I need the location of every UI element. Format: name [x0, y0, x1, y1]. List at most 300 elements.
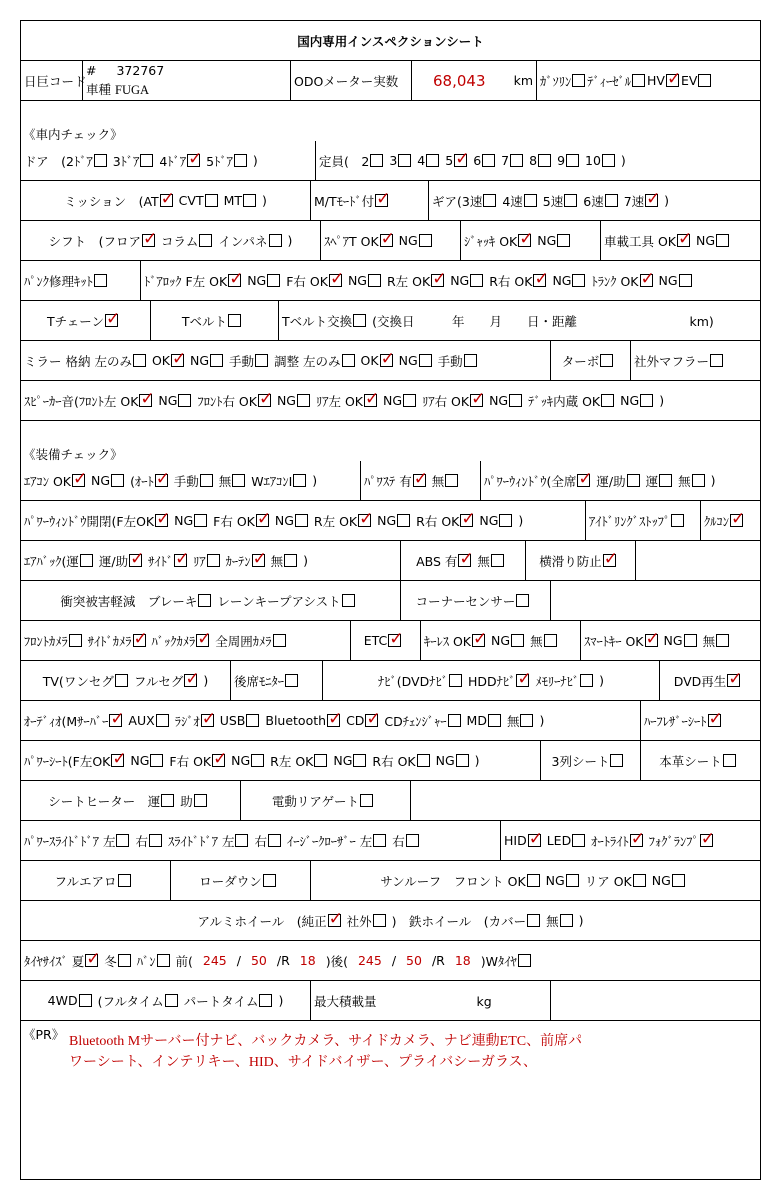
row-label: 3列シート: [551, 753, 610, 769]
row-label: NG: [347, 273, 367, 288]
checkbox[interactable]: [205, 194, 218, 207]
row-label: 4: [417, 153, 426, 168]
check-row: [21, 621, 760, 661]
row-cell: [631, 341, 760, 380]
row-cell: [21, 941, 760, 980]
checkbox[interactable]: [572, 74, 585, 87]
checkbox[interactable]: [580, 674, 593, 687]
checkbox-checked[interactable]: [160, 194, 173, 207]
row-label: NG: [491, 633, 511, 648]
model-value: FUGA: [115, 83, 150, 97]
checkbox-checked[interactable]: [727, 674, 740, 687]
checkbox[interactable]: [269, 234, 282, 247]
row-label: アルミホイール (純正: [197, 913, 327, 929]
checkbox[interactable]: [373, 914, 386, 927]
row-label: ﾘｱ右 OK: [422, 393, 470, 409]
row-cell: [21, 781, 241, 820]
row-label: ｶｰﾃﾝ: [225, 553, 251, 569]
checkbox[interactable]: [426, 154, 439, 167]
checkbox[interactable]: [610, 754, 623, 767]
checkbox[interactable]: [293, 474, 306, 487]
checkbox-checked[interactable]: [364, 394, 377, 407]
row-label: ﾄﾗﾝｸ OK: [591, 273, 639, 289]
row-label: NG: [247, 273, 267, 288]
checkbox[interactable]: [116, 834, 129, 847]
checkbox-checked[interactable]: [630, 834, 643, 847]
row-cell: [21, 541, 401, 580]
checkbox-checked[interactable]: [155, 474, 168, 487]
checkbox[interactable]: [80, 554, 93, 567]
checkbox-checked[interactable]: [708, 714, 721, 727]
row-label: ABS 有: [416, 553, 458, 569]
checkbox-checked[interactable]: [375, 194, 388, 207]
row-cell: [481, 461, 760, 500]
row-label: 車載工具 OK: [604, 233, 677, 249]
checkbox[interactable]: [403, 394, 416, 407]
fuel-label: ｶﾞｿﾘﾝ: [540, 73, 572, 89]
odo-cell: [412, 61, 537, 100]
row-label: ﾊｰﾌﾚｻﾞｰｼｰﾄ: [644, 713, 707, 729]
checkbox[interactable]: [419, 234, 432, 247]
checkbox[interactable]: [723, 754, 736, 767]
checkbox[interactable]: [285, 674, 298, 687]
checkbox-checked[interactable]: [109, 714, 122, 727]
row-label: ): [474, 753, 480, 768]
row-label: 無: [546, 913, 559, 929]
row-label: /: [236, 953, 241, 968]
checkbox[interactable]: [671, 514, 684, 527]
row-label: 社外マフラー: [634, 353, 710, 369]
row-label: ﾌﾛﾝﾄｶﾒﾗ: [24, 633, 68, 649]
checkbox[interactable]: [69, 634, 82, 647]
row-label: 9: [557, 153, 566, 168]
row-cell: [21, 621, 351, 660]
checkbox[interactable]: [511, 634, 524, 647]
checkbox[interactable]: [295, 514, 308, 527]
row-label: 無: [477, 553, 490, 569]
checkbox[interactable]: [510, 154, 523, 167]
checkbox-checked[interactable]: [201, 714, 214, 727]
checkbox[interactable]: [566, 154, 579, 167]
row-label: ): [620, 153, 626, 168]
row-label: 3: [389, 153, 398, 168]
row-label: NG: [398, 233, 418, 248]
checkbox[interactable]: [297, 394, 310, 407]
row-label: NG: [158, 393, 178, 408]
checkbox[interactable]: [267, 274, 280, 287]
check-row: [21, 381, 760, 421]
checkbox[interactable]: [488, 714, 501, 727]
checkbox-checked[interactable]: [171, 354, 184, 367]
row-label: ﾗｼﾞｵ: [174, 713, 200, 729]
row-cell: [411, 781, 760, 820]
checkbox[interactable]: [178, 394, 191, 407]
checkbox[interactable]: [370, 154, 383, 167]
checkbox[interactable]: [716, 234, 729, 247]
checkbox-checked[interactable]: [133, 634, 146, 647]
row-label: CVT: [178, 193, 204, 208]
checkbox[interactable]: [684, 634, 697, 647]
checkbox-checked[interactable]: [380, 234, 393, 247]
row-label: 4速: [502, 193, 523, 209]
row-label: F右 OK: [213, 513, 255, 529]
row-label: Tベルト交換: [282, 313, 353, 329]
check-row: [21, 661, 760, 701]
row-cell: [21, 821, 501, 860]
row-cell: [429, 181, 760, 220]
row-label: R左 OK: [313, 513, 358, 529]
checkbox[interactable]: [456, 754, 469, 767]
checkbox[interactable]: [342, 354, 355, 367]
checkbox-checked[interactable]: [533, 274, 546, 287]
checkbox[interactable]: [679, 274, 692, 287]
checkbox-checked[interactable]: [431, 274, 444, 287]
checkbox[interactable]: [602, 154, 615, 167]
checkbox-checked[interactable]: [677, 234, 690, 247]
row-label: ﾊﾟﾜｰｳｨﾝﾄﾞｳ(全席: [484, 473, 577, 489]
row-label: ｴｱﾊﾞｯｸ(運: [24, 553, 79, 569]
checkbox[interactable]: [406, 834, 419, 847]
checkbox[interactable]: [200, 474, 213, 487]
row-label: ETC: [363, 633, 388, 648]
row-label: OK: [360, 353, 379, 368]
row-cell: [641, 701, 760, 740]
row-label: フルセグ: [133, 673, 184, 689]
checkbox[interactable]: [360, 794, 373, 807]
checkbox-checked[interactable]: [111, 754, 124, 767]
checkbox[interactable]: [482, 154, 495, 167]
checkbox[interactable]: [94, 274, 107, 287]
checkbox-checked[interactable]: [72, 474, 85, 487]
row-cell: [526, 541, 636, 580]
row-label: 5ﾄﾞｱ: [206, 153, 233, 169]
checkbox[interactable]: [566, 874, 579, 887]
check-row: [21, 781, 760, 821]
checkbox[interactable]: [516, 594, 529, 607]
row-label: 6速: [583, 193, 604, 209]
row-label: (交換日 年 月 日・距離 km): [372, 313, 714, 329]
checkbox[interactable]: [228, 314, 241, 327]
row-label: (フルタイム: [97, 993, 164, 1009]
checkbox[interactable]: [314, 754, 327, 767]
row-label: 右: [392, 833, 405, 849]
checkbox[interactable]: [353, 754, 366, 767]
checkbox-checked[interactable]: [730, 514, 743, 527]
checkbox[interactable]: [353, 314, 366, 327]
checkbox-checked[interactable]: [329, 274, 342, 287]
row-label: NG: [174, 513, 194, 528]
checkbox-checked[interactable]: [174, 554, 187, 567]
header-row: [21, 61, 760, 101]
checkbox[interactable]: [235, 834, 248, 847]
checkbox[interactable]: [150, 754, 163, 767]
checkbox-checked[interactable]: [142, 234, 155, 247]
checkbox[interactable]: [470, 274, 483, 287]
checkbox[interactable]: [398, 154, 411, 167]
row-label: ﾊﾟﾜｰｳｨﾝﾄﾞｳ開閉(F左OK: [24, 513, 155, 529]
row-label: OK: [151, 353, 170, 368]
row-label: ドア (2ﾄﾞｱ: [24, 153, 93, 169]
row-cell: [401, 541, 526, 580]
checkbox[interactable]: [115, 674, 128, 687]
row-label: 3ﾄﾞｱ: [112, 153, 140, 169]
checkbox[interactable]: [165, 994, 178, 1007]
row-cell: [311, 181, 429, 220]
checkbox[interactable]: [449, 674, 462, 687]
row-cell: [636, 541, 760, 580]
checkbox-checked[interactable]: [458, 554, 471, 567]
checkbox[interactable]: [194, 514, 207, 527]
checkbox[interactable]: [448, 714, 461, 727]
row-cell: [701, 501, 760, 540]
checkbox[interactable]: [246, 714, 259, 727]
checkbox[interactable]: [527, 914, 540, 927]
checkbox-checked[interactable]: [187, 154, 200, 167]
row-cell: [461, 221, 601, 260]
checkbox[interactable]: [483, 194, 496, 207]
checkbox-checked[interactable]: [700, 834, 713, 847]
row-cell: [541, 741, 641, 780]
check-row: [21, 261, 760, 301]
checkbox-checked[interactable]: [252, 554, 265, 567]
row-cell: [311, 981, 551, 1020]
checkbox[interactable]: [263, 874, 276, 887]
row-label: (ｵｰﾄ: [130, 473, 154, 489]
checkbox[interactable]: [156, 714, 169, 727]
checkbox[interactable]: [538, 154, 551, 167]
checkbox[interactable]: [368, 274, 381, 287]
tire-size-value: 245: [357, 953, 382, 968]
check-row: [21, 341, 760, 381]
row-label: ｵｰﾃﾞｨｵ(Mｻｰﾊﾞｰ: [24, 713, 109, 729]
row-label: NG: [479, 513, 499, 528]
row-label: 定員( 2: [319, 153, 370, 169]
row-label: ﾌﾛﾝﾄ右 OK: [197, 393, 257, 409]
checkbox[interactable]: [149, 834, 162, 847]
checkbox[interactable]: [632, 74, 645, 87]
checkbox[interactable]: [243, 194, 256, 207]
row-label: サンルーフ フロント OK: [380, 873, 526, 889]
checkbox[interactable]: [199, 234, 212, 247]
row-label: CDﾁｪﾝｼﾞｬｰ: [384, 713, 447, 729]
checkbox-checked[interactable]: [212, 754, 225, 767]
checkbox[interactable]: [527, 874, 540, 887]
row-label: 助: [180, 793, 193, 809]
checkbox-checked[interactable]: [528, 834, 541, 847]
fuel-label: EV: [680, 73, 698, 88]
row-label: HID: [504, 833, 527, 848]
checkbox-checked[interactable]: [139, 394, 152, 407]
checkbox-checked[interactable]: [358, 514, 371, 527]
checkbox[interactable]: [234, 154, 247, 167]
checkbox-checked[interactable]: [645, 634, 658, 647]
checkbox[interactable]: [94, 154, 107, 167]
checkbox[interactable]: [627, 474, 640, 487]
row-cell: [21, 861, 171, 900]
checkbox[interactable]: [524, 194, 537, 207]
row-cell: [551, 341, 631, 380]
checkbox[interactable]: [601, 394, 614, 407]
checkbox[interactable]: [640, 394, 653, 407]
row-label: ﾘｱ: [193, 553, 206, 569]
checkbox[interactable]: [698, 74, 711, 87]
checkbox[interactable]: [397, 514, 410, 527]
checkbox[interactable]: [251, 754, 264, 767]
checkbox[interactable]: [560, 914, 573, 927]
row-label: CD: [346, 713, 365, 728]
row-label: NG: [274, 513, 294, 528]
checkbox-checked[interactable]: [228, 274, 241, 287]
checkbox-checked[interactable]: [666, 74, 679, 87]
checkbox-checked[interactable]: [380, 354, 393, 367]
checkbox-checked[interactable]: [327, 714, 340, 727]
row-label: NG: [545, 873, 565, 888]
checkbox-checked[interactable]: [640, 274, 653, 287]
row-label: )後(: [325, 953, 348, 969]
checkbox-checked[interactable]: [603, 554, 616, 567]
title-text: 国内専用インスペクションシート: [297, 33, 484, 49]
section-equipment: 《装備チェック》: [23, 447, 123, 462]
checkbox-checked[interactable]: [105, 314, 118, 327]
pr-area: [21, 1021, 760, 1179]
checkbox-checked[interactable]: [328, 914, 341, 927]
checkbox[interactable]: [600, 354, 613, 367]
row-cell: [21, 981, 311, 1020]
checkbox-checked[interactable]: [470, 394, 483, 407]
row-label: ): [599, 673, 605, 688]
checkbox-checked[interactable]: [577, 474, 590, 487]
checkbox[interactable]: [417, 754, 430, 767]
checkbox[interactable]: [284, 554, 297, 567]
row-label: 後席ﾓﾆﾀｰ: [234, 673, 285, 689]
row-label: Tベルト: [181, 313, 228, 329]
checkbox[interactable]: [605, 194, 618, 207]
checkbox[interactable]: [140, 154, 153, 167]
checkbox[interactable]: [572, 274, 585, 287]
checkbox-checked[interactable]: [129, 554, 142, 567]
checkbox[interactable]: [659, 474, 672, 487]
checkbox[interactable]: [572, 834, 585, 847]
row-label: 無: [431, 473, 445, 489]
row-label: ): [203, 673, 209, 688]
checkbox[interactable]: [79, 994, 92, 1007]
checkbox[interactable]: [118, 874, 131, 887]
row-cell: [21, 701, 641, 740]
row-label: /R: [431, 953, 445, 968]
row-label: ﾃﾞｯｷ内蔵 OK: [528, 393, 601, 409]
checkbox[interactable]: [633, 874, 646, 887]
row-cell: [279, 301, 760, 340]
checkbox[interactable]: [419, 354, 432, 367]
checkbox-checked[interactable]: [365, 714, 378, 727]
checkbox-checked[interactable]: [454, 154, 467, 167]
row-label: ﾅﾋﾞ(DVDﾅﾋﾞ: [377, 673, 448, 689]
row-cell: [323, 661, 660, 700]
checkbox[interactable]: [207, 554, 220, 567]
row-label: 10: [585, 153, 601, 168]
checkbox[interactable]: [133, 354, 146, 367]
checkbox[interactable]: [564, 194, 577, 207]
checkbox[interactable]: [692, 474, 705, 487]
checkbox-checked[interactable]: [155, 514, 168, 527]
checkbox[interactable]: [445, 474, 458, 487]
row-label: ﾊﾟﾜｽﾃ 有: [364, 473, 412, 489]
checkbox[interactable]: [342, 594, 355, 607]
row-label: ターボ: [561, 353, 600, 369]
checkbox-checked[interactable]: [184, 674, 197, 687]
checkbox[interactable]: [210, 354, 223, 367]
row-cell: [21, 221, 321, 260]
checkbox[interactable]: [259, 994, 272, 1007]
row-label: NG: [130, 753, 150, 768]
row-label: NG: [377, 513, 397, 528]
checkbox[interactable]: [464, 354, 477, 367]
checkbox-checked[interactable]: [196, 634, 209, 647]
checkbox-checked[interactable]: [645, 194, 658, 207]
row-label: LED: [546, 833, 572, 848]
row-cell: [501, 821, 760, 860]
row-label: ｽﾏｰﾄｷｰ OK: [584, 633, 644, 649]
row-label: 横滑り防止: [539, 553, 602, 569]
row-label: 手動: [229, 353, 255, 369]
checkbox[interactable]: [518, 954, 531, 967]
checkbox-checked[interactable]: [388, 634, 401, 647]
checkbox[interactable]: [255, 354, 268, 367]
checkbox-checked[interactable]: [516, 674, 529, 687]
row-cell: [21, 501, 586, 540]
checkbox-checked[interactable]: [472, 634, 485, 647]
row-label: ｴｱｺﾝ OK: [24, 473, 72, 489]
checkbox[interactable]: [509, 394, 522, 407]
checkbox[interactable]: [716, 634, 729, 647]
checkbox[interactable]: [520, 714, 533, 727]
row-cell: [351, 621, 421, 660]
checkbox[interactable]: [268, 834, 281, 847]
checkbox[interactable]: [499, 514, 512, 527]
row-cell: [241, 781, 411, 820]
checkbox-checked[interactable]: [460, 514, 473, 527]
checkbox-checked[interactable]: [413, 474, 426, 487]
checkbox[interactable]: [157, 954, 170, 967]
row-label: ﾀｲﾔｻｲｽﾞ 夏: [24, 953, 85, 969]
num-value: 372767: [116, 63, 165, 78]
checkbox[interactable]: [118, 954, 131, 967]
row-label: コーナーセンサー: [415, 593, 516, 609]
row-label: NG: [537, 233, 557, 248]
checkbox[interactable]: [672, 874, 685, 887]
check-row: [21, 581, 760, 621]
checkbox[interactable]: [710, 354, 723, 367]
checkbox[interactable]: [194, 794, 207, 807]
checkbox[interactable]: [544, 634, 557, 647]
checkbox-checked[interactable]: [258, 394, 271, 407]
checkbox-checked[interactable]: [256, 514, 269, 527]
checkbox[interactable]: [273, 634, 286, 647]
checkbox[interactable]: [161, 794, 174, 807]
checkbox[interactable]: [557, 234, 570, 247]
checkbox[interactable]: [111, 474, 124, 487]
row-label: 4WD: [47, 993, 78, 1008]
row-label: ローダウン: [199, 873, 262, 889]
checkbox[interactable]: [232, 474, 245, 487]
checkbox[interactable]: [491, 554, 504, 567]
checkbox-checked[interactable]: [85, 954, 98, 967]
row-label: /R: [276, 953, 290, 968]
row-label: 運: [645, 473, 659, 489]
checkbox[interactable]: [198, 594, 211, 607]
checkbox-checked[interactable]: [518, 234, 531, 247]
checkbox[interactable]: [373, 834, 386, 847]
